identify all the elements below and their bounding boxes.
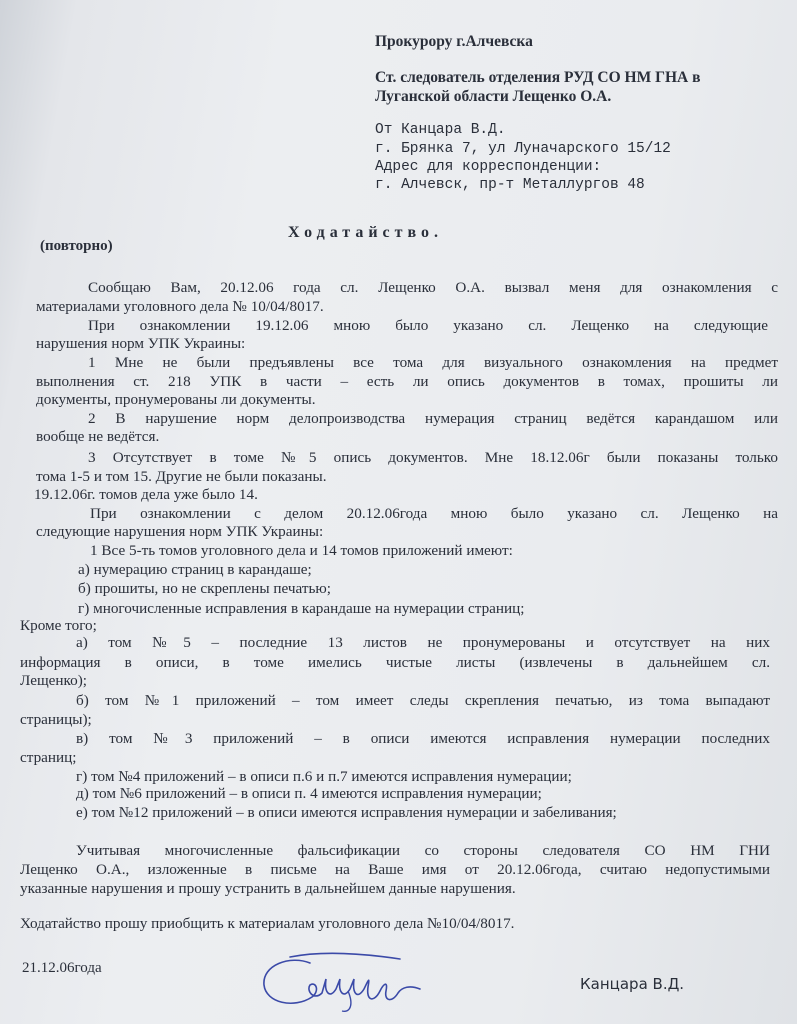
body-line: б) прошиты, но не скреплены печатью; — [78, 580, 331, 597]
body-line: нарушения норм УПК Украины: — [36, 335, 246, 352]
body-line: г) многочисленные исправления в карандаше на нумерации страниц; — [78, 600, 525, 617]
body-line: е) том №12 приложений – в описи имеются исправления нумерации и забеливания; — [76, 804, 617, 821]
body-line: выполнения ст. 218 УПК в части – есть ли опись документов в томах, прошиты ли — [36, 373, 778, 390]
body-line: 3 Отсутствует в томе №5 опись документов. Мне 18.12.06г были показаны только — [88, 449, 778, 466]
handwritten-signature — [250, 945, 450, 1015]
body-line: а) нумерацию страниц в карандаше; — [78, 561, 312, 578]
body-line: 2 В нарушение норм делопроизводства нумерация страниц ведётся карандашом или — [88, 410, 778, 427]
body-line: г) том №4 приложений – в описи п.6 и п.7 имеются исправления нумерации; — [76, 768, 572, 785]
body-line: указанные нарушения и прошу устранить в дальнейшем данные нарушения. — [20, 880, 516, 897]
body-line: Лещенко О.А., изложенные в письме на Ваше имя от 20.12.06года, считаю недопустимыми — [20, 861, 770, 878]
via-line-2: Луганской области Лещенко О.А. — [375, 88, 612, 105]
body-line: вообще не ведётся. — [36, 428, 160, 445]
repeat-note: (повторно) — [40, 238, 113, 254]
body-line: При ознакомлении 19.12.06 мною было указано сл. Лещенко на следующие — [88, 317, 768, 334]
body-line: Ходатайство прошу приобщить к материалам уголовного дела №10/04/8017. — [20, 915, 515, 932]
addressee: Прокурору г.Алчевска — [375, 33, 533, 50]
signature-date: 21.12.06года — [22, 960, 102, 976]
body-line: Сообщаю Вам, 20.12.06 года сл. Лещенко О.А. вызвал меня для ознакомления с — [88, 279, 778, 296]
body-line: материалами уголовного дела № 10/04/8017. — [36, 298, 324, 315]
body-line: страницы); — [20, 711, 92, 728]
document-title: Ходатайство. — [288, 224, 444, 241]
body-line: тома 1-5 и том 15. Другие не были показаны. — [36, 468, 327, 485]
sender-address: г. Брянка 7, ул Луначарского 15/12 — [375, 141, 671, 157]
body-line: 1 Мне не были предъявлены все тома для визуального ознакомления на предмет — [88, 354, 778, 371]
body-line: Кроме того; — [20, 617, 97, 634]
body-line: Лещенко); — [20, 672, 87, 689]
body-line: в) том №3 приложений – в описи имеются исправления нумерации последних — [76, 730, 770, 747]
body-line: д) том №6 приложений – в описи п. 4 имеются исправления нумерации; — [76, 785, 542, 802]
body-line: а) том №5 – последние 13 листов не пронумерованы и отсутствует на них — [76, 634, 770, 651]
body-line: 19.12.06г. томов дела уже было 14. — [34, 486, 258, 503]
body-line: Учитывая многочисленные фальсификации со стороны следователя СО НМ ГНИ — [76, 842, 770, 859]
correspondence-address: г. Алчевск, пр-т Металлургов 48 — [375, 177, 645, 193]
body-line: б) том №1 приложений – том имеет следы скрепления печатью, из тома выпадают — [76, 692, 770, 709]
correspondence-label: Адрес для корреспонденции: — [375, 159, 602, 175]
body-line: 1 Все 5-ть томов уголовного дела и 14 томов приложений имеют: — [90, 542, 513, 559]
body-line: следующие нарушения норм УПК Украины: — [36, 523, 324, 540]
via-line-1: Ст. следователь отделения РУД СО НМ ГНА в — [375, 69, 701, 86]
signatory-name: Канцара В.Д. — [580, 975, 685, 993]
body-line: При ознакомлении с делом 20.12.06года мною было указано сл. Лещенко на — [90, 505, 778, 522]
body-line: документы, пронумерованы ли документы. — [36, 391, 316, 408]
sender-name: От Канцара В.Д. — [375, 122, 506, 138]
body-line: информация в описи, в томе имелись чистые листы (извлечены в дальнейшем сл. — [20, 654, 770, 671]
body-line: страниц; — [20, 749, 77, 766]
